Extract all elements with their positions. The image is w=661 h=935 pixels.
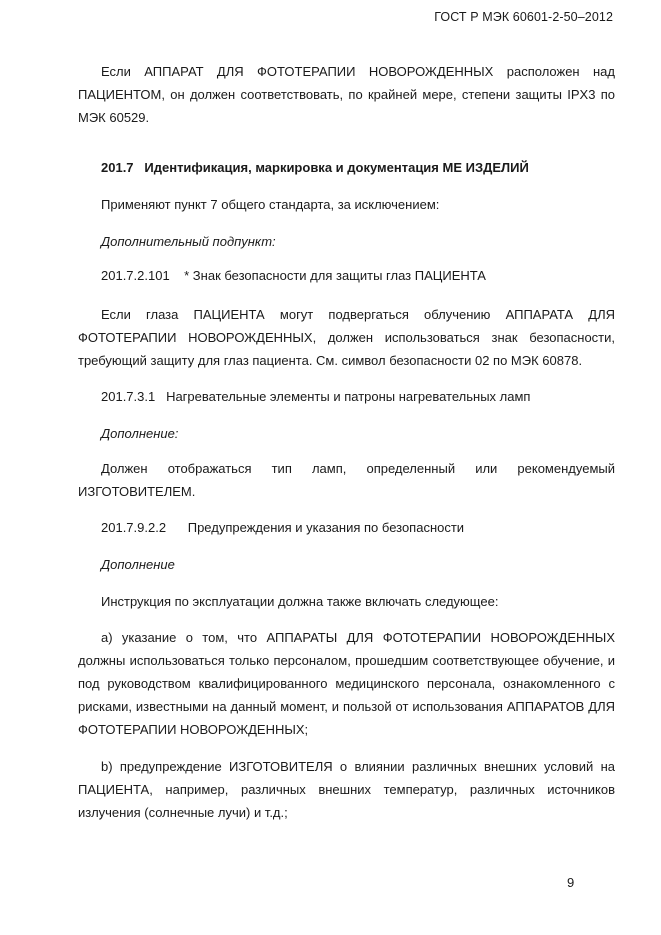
subsection-title: * Знак безопасности для защиты глаз ПАЦИЕНТА — [184, 268, 486, 283]
subsection-heading-201-7-3-1 — [78, 385, 638, 408]
subsection-number: 201.7.9.2.2 — [101, 520, 167, 535]
addition-label: Дополнение: — [101, 426, 179, 441]
standard-header: ГОСТ Р МЭК 60601-2-50–2012 — [434, 10, 613, 24]
addition-label-2: Дополнение — [101, 557, 175, 572]
subsection-heading-201-7-2-101 — [78, 264, 638, 287]
section-title: Идентификация, маркировка и документация МЕ ИЗДЕЛИЙ — [144, 160, 529, 175]
subsection-number: 201.7.3.1 — [101, 389, 156, 404]
subsection-number: 201.7.2.101 — [101, 268, 170, 283]
paragraph-instructions: Инструкция по эксплуатации должна также включать следующее: — [101, 594, 499, 609]
section-heading-201-7 — [78, 156, 638, 179]
subsection-title: Предупреждения и указания по безопасности — [187, 520, 465, 535]
section-number: 201.7 — [101, 160, 134, 175]
additional-subclause-label: Дополнительный подпункт: — [101, 234, 276, 249]
paragraph-lamp-type: Должен отображаться тип ламп, определенный или рекомендуемый ИЗГОТОВИТЕЛЕМ. — [78, 461, 615, 499]
subsection-title: Нагревательные элементы и патроны нагревательных ламп — [166, 389, 531, 404]
paragraph-ip-protection: Если АППАРАТ ДЛЯ ФОТОТЕРАПИИ НОВОРОЖДЕННЫХ расположен над ПАЦИЕНТОМ, он должен соответствовать, по крайней мере, степени защиты IPX3 по МЭК 60529. — [78, 64, 615, 125]
page-number: 9 — [567, 875, 575, 890]
list-item-a: а) указание о том, что АППАРАТЫ ДЛЯ ФОТОТЕРАПИИ НОВОРОЖДЕННЫХ должны использоваться только персоналом, прошедшим соответствующее обучение, и под руководством квалифицированного медицинского персонала, ознакомленного с рисками, известными на данный момент, и пользой от использования АППАРАТОВ ДЛЯ ФОТОТЕРАПИИ НОВОРОЖДЕННЫХ; — [78, 630, 615, 737]
list-item-b: b) предупреждение ИЗГОТОВИТЕЛЯ о влиянии различных внешних условий на ПАЦИЕНТА, например, различных внешних температур, различных источников излучения (солнечные лучи) и т.д.; — [78, 759, 615, 820]
subsection-heading-201-7-9-2-2 — [78, 516, 638, 539]
paragraph-general-standard: Применяют пункт 7 общего стандарта, за исключением: — [101, 197, 440, 212]
paragraph-eye-protection: Если глаза ПАЦИЕНТА могут подвергаться облучению АППАРАТА ДЛЯ ФОТОТЕРАПИИ НОВОРОЖДЕННЫХ, должен использоваться знак безопасности, требующий защиту для глаз пациента. См. символ безопасности 02 по МЭК 60878. — [78, 307, 615, 368]
